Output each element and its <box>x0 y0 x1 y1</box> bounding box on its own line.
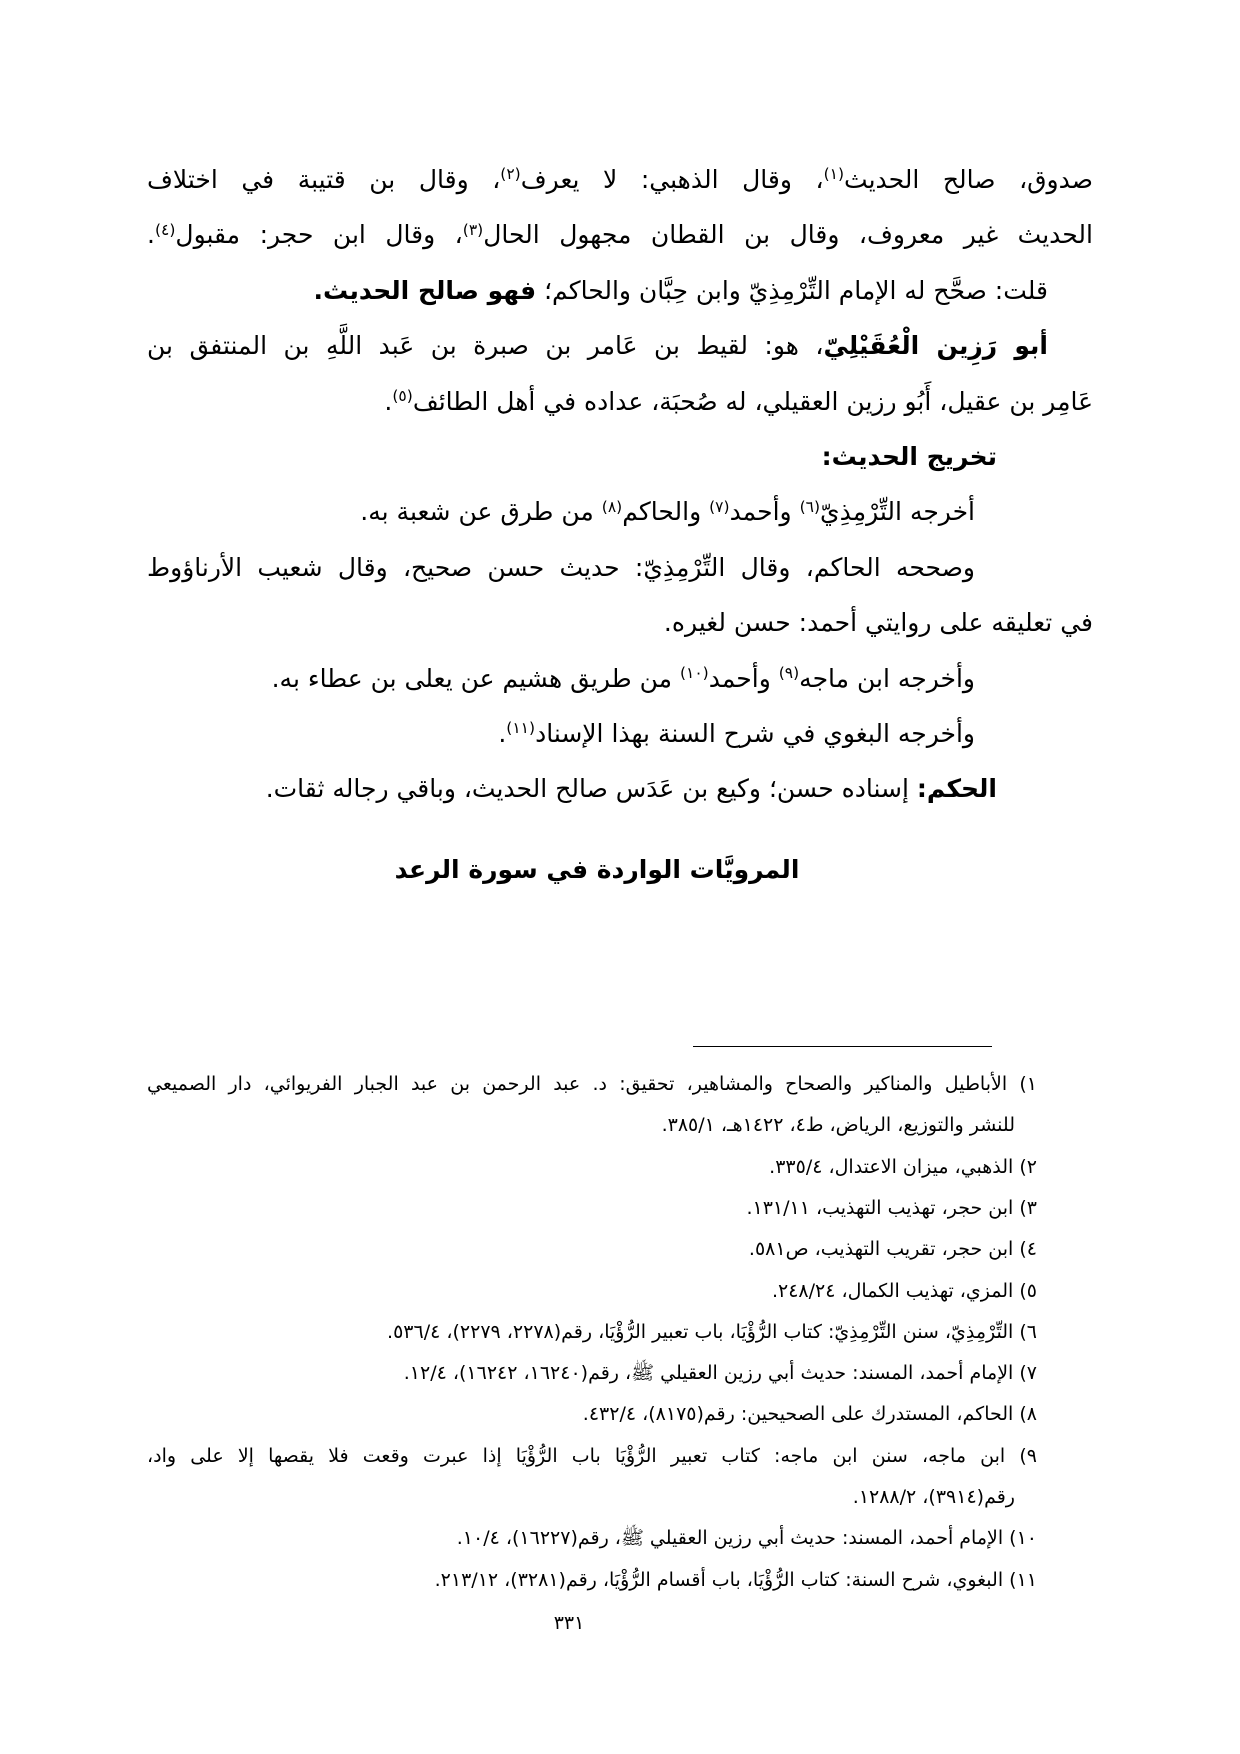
bold-text: تخريج الحديث: <box>821 442 997 471</box>
section-heading: المرويَّات الواردة في سورة الرعد <box>394 855 800 884</box>
body-line <box>147 160 1093 200</box>
body-text: في تعليقه على روايتي أحمد: حسن لغيره. <box>663 608 1093 638</box>
body-line <box>147 382 1093 422</box>
footnote-ref: (١١) <box>506 719 536 738</box>
body-text: من طرق عن شعبة به. <box>360 497 602 527</box>
body-line <box>147 714 975 754</box>
bold-text: الحكم: <box>916 774 997 804</box>
body-text: عَامِر بن عقيل، أَبُو رزين العقيلي، له صُحبَة، عداده في أهل الطائف <box>412 386 1093 416</box>
footnote-ref: (١٠) <box>679 664 709 683</box>
footnote-ref: (٤) <box>154 220 176 239</box>
body-text: من طريق هشيم عن يعلى بن عطاء به. <box>271 663 680 693</box>
footnote-line: ٩) ابن ماجه، سنن ابن ماجه: كتاب تعبير الرُّؤْيَا باب الرُّؤْيَا إذا عبرت وقعت فلا يقصها إلا على واد، <box>147 1444 1037 1467</box>
footnote-line: ١١) البغوي، شرح السنة: كتاب الرُّؤْيَا، باب أقسام الرُّؤْيَا، رقم(٣٢٨١)، ٢١٣/١٢. <box>434 1568 1037 1591</box>
footnote-ref: (٧) <box>709 497 730 516</box>
body-text: وأخرجه ابن ماجه <box>799 663 975 693</box>
body-line <box>147 271 1048 311</box>
body-text: الحديث غير معروف، وقال بن القطان مجهول الحال <box>483 220 1093 250</box>
body-line <box>147 769 997 809</box>
footnote-line: ٨) الحاكم، المستدرك على الصحيحين: رقم(٨١٧٥)، ٤٣٢/٤. <box>582 1403 1037 1426</box>
body-line <box>147 659 975 699</box>
footnote-line: ٤) ابن حجر، تقريب التهذيب، ص٥٨١. <box>748 1238 1037 1261</box>
body-text: . <box>147 220 155 250</box>
body-text: وأحمد <box>729 497 800 527</box>
body-text: وصححه الحاكم، وقال التِّرْمِذِيّ: حديث حسن صحيح، وقال شعيب الأرناؤوط <box>147 552 975 582</box>
body-text: وأحمد <box>708 663 779 693</box>
body-line <box>147 603 1093 643</box>
footnote-line: ٢) الذهبي، ميزان الاعتدال، ٣٣٥/٤. <box>769 1155 1037 1178</box>
body-text: ، وقال ابن حجر: مقبول <box>175 220 463 250</box>
footnote-ref: (٦) <box>799 497 821 516</box>
body-line <box>147 437 997 477</box>
footnote-line: ٣) ابن حجر، تهذيب التهذيب، ١٣١/١١. <box>746 1196 1037 1219</box>
footnote-ref: (٢) <box>500 165 521 184</box>
footnote-ref: (٨) <box>601 497 623 516</box>
footnote-line: للنشر والتوزيع، الرياض، ط٤، ١٤٢٢هـ، ٣٨٥/١. <box>661 1114 1015 1137</box>
body-text: صدوق، صالح الحديث <box>844 165 1093 194</box>
body-text: . <box>498 719 507 748</box>
footnote-ref: (٩) <box>778 664 800 683</box>
footnote-ref: (١) <box>823 165 845 184</box>
body-text: قلت: صحَّح له الإمام التِّرْمِذِيّ وابن حِبَّان والحاكم؛ <box>536 275 1048 305</box>
page-number: ٣٣١ <box>553 1612 585 1634</box>
footnote-ref: (٣) <box>462 220 484 239</box>
bold-text: أبو رَزِين الْعُقَيْلِيّ <box>823 331 1048 361</box>
body-line <box>147 215 1093 255</box>
body-text: . <box>384 386 393 416</box>
footnote-line: ١) الأباطيل والمناكير والصحاح والمشاهير، تحقيق: د. عبد الرحمن بن عبد الجبار الفريوائي، دار الصميعي <box>147 1073 1037 1095</box>
body-text: ، وقال الذهبي: لا يعرف <box>520 165 824 194</box>
body-text: وأخرجه البغوي في شرح السنة بهذا الإسناد <box>535 719 975 748</box>
body-line <box>147 492 975 532</box>
body-text: والحاكم <box>622 497 710 527</box>
footnote-separator <box>693 1046 992 1047</box>
bold-text: فهو صالح الحديث. <box>313 275 537 305</box>
footnote-ref: (٥) <box>392 387 413 406</box>
footnote-line: ٦) التِّرْمِذِيّ، سنن التِّرْمِذِيّ: كتاب الرُّؤْيَا، باب تعبير الرُّؤْيَا، رقم(٢٢٧٨، ٢٢٧٩)، ٥٣٦/٤. <box>387 1320 1037 1343</box>
footnote-line: ٧) الإمام أحمد، المسند: حديث أبي رزين العقيلي ﷺ، رقم(١٦٢٤٠، ١٦٢٤٢)، ١٢/٤. <box>403 1362 1037 1385</box>
footnote-line: ١٠) الإمام أحمد، المسند: حديث أبي رزين العقيلي ﷺ، رقم(١٦٢٢٧)، ١٠/٤. <box>456 1527 1037 1550</box>
body-line <box>147 326 1048 366</box>
body-text: ، هو: لقيط بن عَامر بن صبرة بن عَبد اللَّهِ بن المنتفق بن <box>147 331 824 361</box>
footnote-line: رقم(٣٩١٤)، ١٢٨٨/٢. <box>852 1486 1015 1508</box>
body-text: إسناده حسن؛ وكيع بن عَدَس صالح الحديث، وباقي رجاله ثقات. <box>265 774 917 804</box>
body-text: ، وقال بن قتيبة في اختلاف <box>147 165 501 194</box>
body-line <box>147 548 975 588</box>
footnote-line: ٥) المزي، تهذيب الكمال، ٢٤٨/٢٤. <box>771 1279 1037 1302</box>
body-text: أخرجه التِّرْمِذِيّ <box>820 497 975 527</box>
